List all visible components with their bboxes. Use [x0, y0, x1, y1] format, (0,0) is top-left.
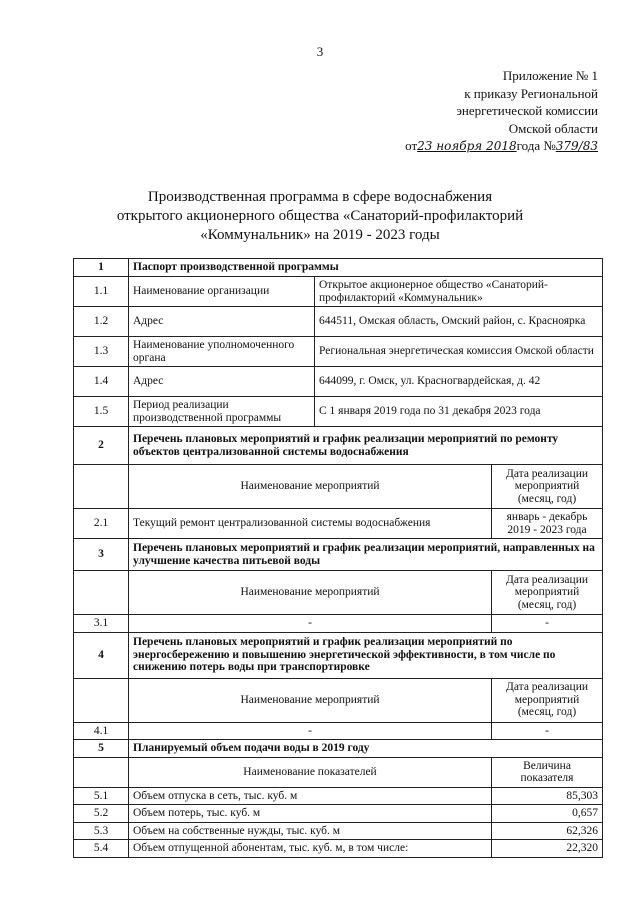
table-row [74, 840, 603, 858]
row-number: 3.1 [74, 615, 129, 633]
table-row [74, 805, 603, 823]
section-header-row [74, 259, 603, 277]
appendix-line-1: Приложение № 1 [502, 68, 598, 83]
row-value: 0,657 [492, 805, 603, 823]
column-header-row [74, 678, 603, 722]
table-row [74, 277, 603, 307]
row-name: - [129, 615, 492, 633]
row-label: Период реализации производственной программы [129, 397, 315, 427]
row-number: 5.4 [74, 840, 129, 858]
row-number: 2.1 [74, 509, 129, 539]
section-number: 2 [74, 427, 129, 465]
column-header-row [74, 571, 603, 615]
empty-cell [74, 571, 129, 615]
column-header-name: Наименование мероприятий [129, 465, 492, 509]
row-name: Объем отпуска в сеть, тыс. куб. м [129, 787, 492, 805]
row-number: 1.4 [74, 367, 129, 397]
row-value: С 1 января 2019 года по 31 декабря 2023 года [315, 397, 603, 427]
order-date-prefix: от [405, 138, 418, 153]
row-value: Региональная энергетическая комиссия Омской области [315, 337, 603, 367]
order-number-label: года № [516, 138, 556, 153]
row-value: 22,320 [492, 840, 603, 858]
row-value: 644511, Омская область, Омский район, с. Красноярка [315, 307, 603, 337]
empty-cell [74, 678, 129, 722]
row-date: январь - декабрь 2019 - 2023 года [492, 509, 603, 539]
row-number: 1.3 [74, 337, 129, 367]
row-value: 62,326 [492, 822, 603, 840]
order-date-handwritten: 23 ноября 2018 [417, 139, 517, 153]
column-header-date: Дата реализации мероприятий (месяц, год) [492, 571, 603, 615]
row-name: Объем отпущенной абонентам, тыс. куб. м, в том числе: [129, 840, 492, 858]
production-program-table [73, 258, 603, 858]
table-row [74, 722, 603, 740]
row-label: Наименование организации [129, 277, 315, 307]
table-row [74, 367, 603, 397]
section-number: 4 [74, 632, 129, 678]
section-header-row [74, 539, 603, 571]
empty-cell [74, 757, 129, 787]
section-header-row [74, 632, 603, 678]
section-number: 3 [74, 539, 129, 571]
row-number: 5.2 [74, 805, 129, 823]
page-number: 3 [316, 44, 324, 59]
title-line-1: Производственная программа в сфере водоснабжения [147, 189, 493, 205]
appendix-line-2: к приказу Региональной [464, 85, 598, 101]
table-row [74, 337, 603, 367]
table-row [74, 397, 603, 427]
empty-cell [74, 465, 129, 509]
column-header-name: Наименование показателей [129, 757, 492, 787]
section-title: Паспорт производственной программы [129, 259, 603, 277]
section-number: 1 [74, 259, 129, 277]
appendix-line-3: энергетической комиссии [456, 103, 598, 118]
row-name: Текущий ремонт централизованной системы водоснабжения [129, 509, 492, 539]
section-title: Планируемый объем подачи воды в 2019 году [129, 740, 603, 758]
section-header-row [74, 427, 603, 465]
column-header-value: Величина показателя [492, 757, 603, 787]
column-header-row [74, 465, 603, 509]
section-number: 5 [74, 740, 129, 758]
document-title [0, 188, 640, 245]
appendix-header [405, 67, 598, 156]
row-name: - [129, 722, 492, 740]
row-name: Объем на собственные нужды, тыс. куб. м [129, 822, 492, 840]
table-row [74, 307, 603, 337]
row-number: 1.5 [74, 397, 129, 427]
column-header-name: Наименование мероприятий [129, 678, 492, 722]
row-value: Открытое акционерное общество «Санаторий-профилакторий «Коммунальник» [315, 277, 603, 307]
row-number: 1.1 [74, 277, 129, 307]
row-value: 85,303 [492, 787, 603, 805]
title-line-2: открытого акционерного общества «Санаторий-профилакторий [116, 208, 524, 224]
row-number: 5.3 [74, 822, 129, 840]
table-row [74, 615, 603, 633]
column-header-row [74, 757, 603, 787]
row-value: 644099, г. Омск, ул. Красногвардейская, д. 42 [315, 367, 603, 397]
section-title: Перечень плановых мероприятий и график реализации мероприятий по ремонту объектов централизованной системы водоснабжения [129, 427, 603, 465]
row-number: 4.1 [74, 722, 129, 740]
row-label: Наименование уполномоченного органа [129, 337, 315, 367]
column-header-name: Наименование мероприятий [129, 571, 492, 615]
row-label: Адрес [129, 307, 315, 337]
table-row [74, 787, 603, 805]
order-number-handwritten: 379/83 [555, 139, 598, 153]
section-title: Перечень плановых мероприятий и график реализации мероприятий по энергосбережению и повышению энергетической эффективности, в том числе по снижению потерь воды при транспортировке [129, 632, 603, 678]
section-header-row [74, 740, 603, 758]
order-date-line [405, 137, 598, 156]
title-line-3: «Коммунальник» на 2019 - 2023 годы [200, 227, 440, 243]
table-row [74, 509, 603, 539]
row-label: Адрес [129, 367, 315, 397]
appendix-line-4: Омской области [508, 120, 598, 136]
column-header-date: Дата реализации мероприятий (месяц, год) [492, 678, 603, 722]
row-date: - [492, 722, 603, 740]
row-name: Объем потерь, тыс. куб. м [129, 805, 492, 823]
table-row [74, 822, 603, 840]
row-number: 1.2 [74, 307, 129, 337]
column-header-date: Дата реализации мероприятий (месяц, год) [492, 465, 603, 509]
row-number: 5.1 [74, 787, 129, 805]
section-title: Перечень плановых мероприятий и график реализации мероприятий, направленных на улучшение качества питьевой воды [129, 539, 603, 571]
row-date: - [492, 615, 603, 633]
